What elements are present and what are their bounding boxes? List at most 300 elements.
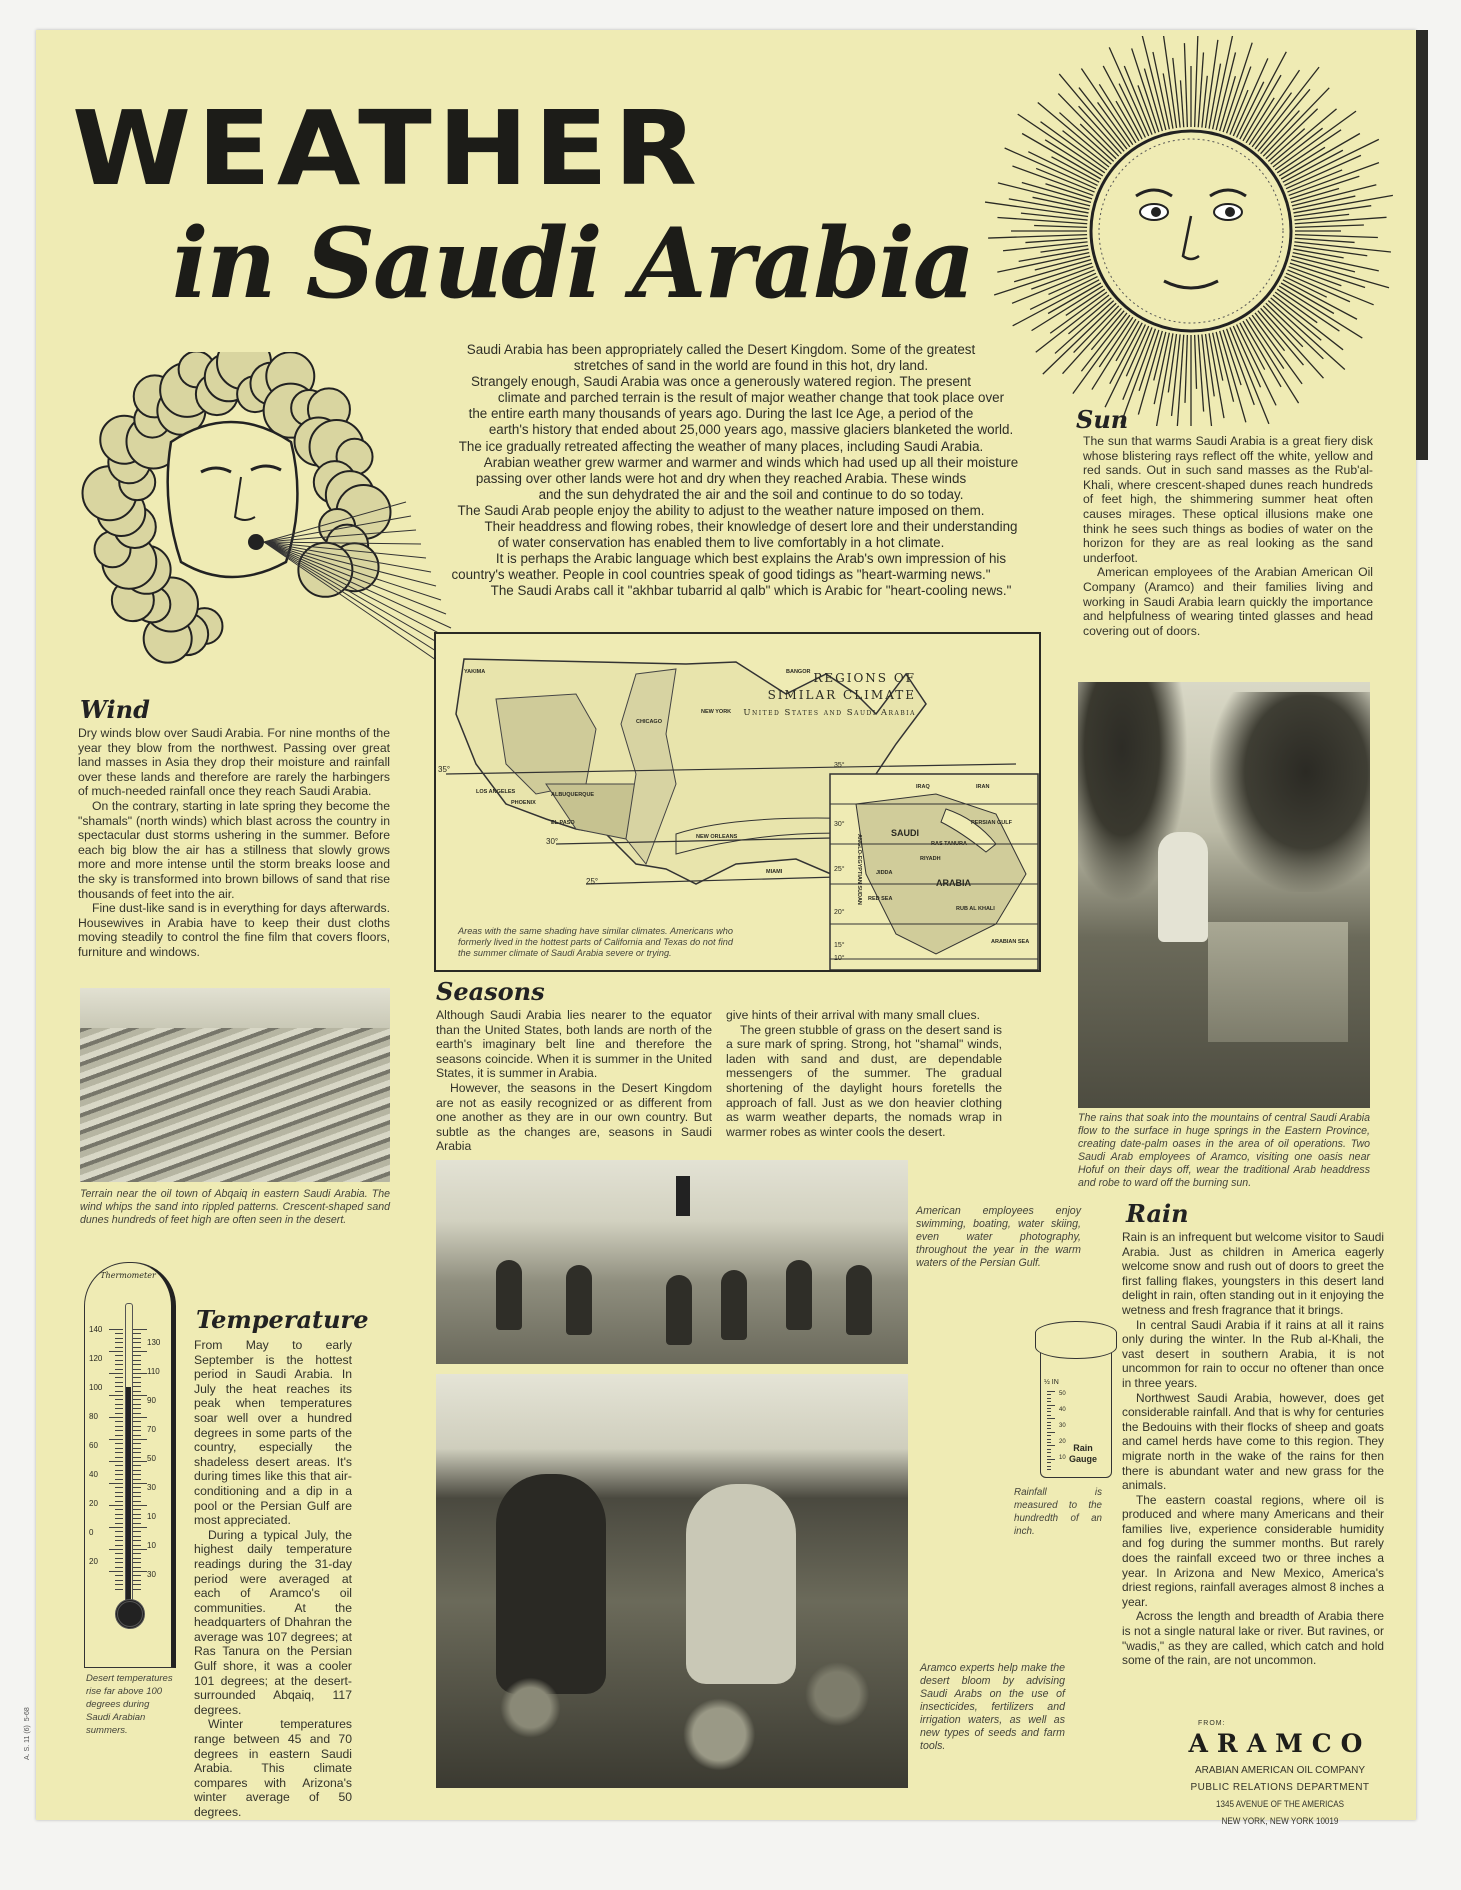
map-label: JIDDA [876, 870, 893, 876]
temperature-paragraph: From May to early September is the hottest period in Saudi Arabia. In July the heat reaches its peak when temperatures soar well over a hundred degrees in some parts of the country, especially the shadeless desert areas. It's during times like this that air-conditioning and a dip in a pool or the Persian Gulf are most appreciated. [194, 1338, 352, 1528]
map-caption: Areas with the same shading have similar climates. Americans who formerly lived in the hottest parts of California and Texas do not find the summer climate of Saudi Arabia severe or trying. [458, 926, 733, 958]
map-label: RED SEA [868, 896, 893, 902]
sun-ray [1079, 106, 1122, 154]
tick-mark [133, 1567, 141, 1568]
tick-mark [115, 1540, 123, 1541]
sun-ray [1291, 260, 1389, 288]
tick-mark [133, 1496, 141, 1497]
tick-mark [133, 1395, 147, 1396]
map-label: PERSIAN GULF [971, 820, 1012, 826]
tick-mark [115, 1435, 123, 1436]
map-label: ARABIA [936, 878, 971, 888]
intro-line: earth's history that ended about 25,000 years ago, massive glaciers blanketed the world. [488, 422, 1014, 438]
tick-mark [115, 1364, 123, 1365]
map-label: ANGLO-EGYPTIAN SUDAN [856, 834, 863, 905]
tick-mark [109, 1483, 123, 1484]
map-label: YAKIMA [464, 669, 486, 675]
sun-ray [1139, 330, 1159, 391]
sun-ray [1059, 74, 1124, 151]
intro-line: country's weather. People in cool countries speak of good tidings as "heart-warming news." [451, 567, 991, 583]
tick-mark [109, 1439, 123, 1440]
tick-mark [133, 1377, 141, 1378]
gauge-tick [1047, 1445, 1055, 1446]
sun-ray [1295, 238, 1355, 242]
tick-mark [133, 1545, 141, 1546]
wind-heading: Wind [80, 695, 150, 724]
publisher-company: ARABIAN AMERICAN OIL COMPANY [1194, 1765, 1366, 1776]
celsius-tick: 50 [147, 1454, 156, 1463]
intro-line: Arabian weather grew warmer and warmer and winds which had used up all their moisture [483, 454, 1019, 470]
sun-right-pupil [1225, 207, 1235, 217]
map-subtitle: United States and Saudi Arabia [743, 708, 916, 718]
sun-ray [1290, 176, 1359, 199]
sun-face-disk [1091, 131, 1291, 331]
rain-paragraph: Across the length and breadth of Arabia there is not a single natural lake or river. But ravines, or "wadis," as they are called, which catch and hold some of the rain, are not uncommon. [1122, 1609, 1384, 1668]
water-channel [1208, 922, 1348, 1042]
tick-mark [133, 1426, 141, 1427]
tick-mark [115, 1487, 123, 1488]
tick-mark [133, 1347, 141, 1348]
fahrenheit-tick: 60 [89, 1441, 98, 1450]
seasons-paragraph: Although Saudi Arabia lies nearer to the equator than the United States, both lands are north of the earth's imaginary belt line and therefore the seasons coincide. When it is summer in the United States, it is summer in Arabia. [436, 1008, 712, 1081]
publisher-department: PUBLIC RELATIONS DEPARTMENT [1190, 1782, 1370, 1793]
swimmer [721, 1270, 747, 1340]
intro-line: Saudi Arabia has been appropriately called the Desert Kingdom. Some of the greatest [466, 342, 976, 357]
tick-mark [133, 1333, 141, 1334]
gauge-tick-label: 40 [1059, 1407, 1066, 1413]
tick-mark [109, 1549, 123, 1550]
celsius-tick: 70 [147, 1425, 156, 1434]
sun-ray [1003, 242, 1088, 251]
sun-ray [1275, 111, 1356, 170]
tick-mark [115, 1514, 123, 1515]
intro-line: The Saudi Arab people enjoy the ability to adjust to the weather nature imposed on them. [457, 502, 985, 518]
tick-mark [115, 1584, 123, 1585]
tick-mark [115, 1391, 123, 1392]
tick-mark [109, 1527, 123, 1528]
gauge-tick [1047, 1452, 1051, 1453]
map-label: 25° [586, 877, 599, 886]
rain-gauge-illustration [1040, 1326, 1112, 1478]
temperature-paragraph: During a typical July, the highest daily temperature readings during the 31-day period were averaged at each of Aramco's oil communities. At the headquarters of Dhahran the average was 107 degrees; at Ras Tanura on the Persian Gulf shore, it was a cooler 101 degrees; at the desert-surrounded Abqaiq, 117 degrees. [194, 1527, 352, 1717]
oasis-photo [1078, 682, 1370, 1108]
farm-photo [436, 1374, 908, 1788]
tick-mark [133, 1487, 141, 1488]
tick-mark [133, 1461, 147, 1462]
tick-mark [133, 1518, 141, 1519]
sun-ray [1295, 235, 1378, 238]
wind-text [78, 726, 390, 960]
tick-mark [133, 1483, 147, 1484]
tick-mark [109, 1571, 123, 1572]
sun-ray [1073, 315, 1130, 393]
wind-paragraph: On the contrary, starting in late spring they become the "shamals" (north winds) which blast across the country in spectacular dust storms ushering in the summer. Before each big blow the air has a stillness that slowly grows more and more intense until the storm breaks loose and the sky is transformed into brown billows of sand that rise thousands of feet into the air. [78, 798, 390, 901]
tick-mark [133, 1413, 141, 1414]
dunes-sky [80, 988, 390, 1028]
wind-god-mouth [248, 534, 264, 550]
sun-ray [1025, 238, 1087, 242]
tick-mark [133, 1575, 141, 1576]
sun-ray [1022, 182, 1091, 202]
gauge-tick [1047, 1411, 1051, 1412]
celsius-tick: 10 [147, 1541, 156, 1550]
fahrenheit-tick: 20 [89, 1499, 98, 1508]
map-label: 35° [834, 762, 845, 769]
sun-ray [1058, 94, 1118, 157]
tick-mark [133, 1571, 147, 1572]
palm-frond-right [1210, 692, 1370, 892]
poster-page [24, 30, 1416, 1827]
gauge-tick [1047, 1428, 1051, 1429]
map-label: 15° [834, 942, 845, 949]
tick-mark [133, 1443, 141, 1444]
tick-mark [115, 1369, 123, 1370]
swimmer [666, 1275, 692, 1345]
water-skier [676, 1176, 690, 1216]
tick-mark [133, 1531, 141, 1532]
sun-ray [1074, 306, 1119, 353]
sun-ray [1223, 43, 1252, 132]
sun-ray [1180, 80, 1183, 127]
tick-mark [115, 1479, 123, 1480]
gauge-tick [1047, 1408, 1051, 1409]
rain-gauge-unit: ½ IN [1044, 1379, 1059, 1386]
map-label: RAS TANURA [931, 841, 967, 847]
rain-paragraph: In central Saudi Arabia if it rains at all it rains only during the winter. In the Rub al-Khali, the vast desert in southern Arabia, it is not uncommon for rain to occur no oftener than once in three years. [1122, 1317, 1384, 1390]
tick-mark [115, 1399, 123, 1400]
tick-mark [115, 1355, 123, 1356]
map-label: 10° [834, 955, 845, 962]
tick-mark [133, 1558, 141, 1559]
tick-mark [133, 1386, 141, 1387]
tick-mark [133, 1421, 141, 1422]
title-weather: WEATHER [72, 90, 704, 209]
gauge-tick [1047, 1394, 1051, 1395]
tick-mark [115, 1426, 123, 1427]
tick-mark [109, 1417, 123, 1418]
intro-line: Strangely enough, Saudi Arabia was once a generously watered region. The present [471, 374, 971, 390]
tick-mark [133, 1505, 147, 1506]
crop-leaves [436, 1654, 908, 1788]
sun-ray [1014, 260, 1091, 282]
tick-mark [133, 1457, 141, 1458]
tick-mark [109, 1395, 123, 1396]
tick-mark [115, 1580, 123, 1581]
rain-gauge-label-1: Rain [1073, 1443, 1093, 1453]
sun-ray [1277, 289, 1339, 331]
tick-mark [133, 1435, 141, 1436]
sun-ray [1227, 329, 1255, 405]
gauge-tick [1047, 1439, 1051, 1440]
tick-mark [133, 1584, 141, 1585]
map-label: 30° [834, 821, 845, 828]
tick-mark [115, 1465, 123, 1466]
intro-line: Their headdress and flowing robes, their knowledge of desert lore and their understanding [484, 519, 1018, 535]
tick-mark [115, 1575, 123, 1576]
sun-ray [1263, 88, 1329, 156]
swimming-photo [436, 1160, 908, 1364]
tick-mark [115, 1492, 123, 1493]
intro-line: stretches of sand in the world are found in this hot, dry land. [573, 358, 929, 374]
tick-mark [133, 1465, 141, 1466]
sun-ray [1184, 43, 1187, 127]
gauge-tick [1047, 1456, 1051, 1457]
map-label: SAUDI [891, 828, 920, 838]
tick-mark [115, 1457, 123, 1458]
publisher-address: 1345 AVENUE OF THE AMERICAS [1215, 1799, 1345, 1810]
sun-ray [1185, 335, 1187, 403]
figure-robe [1158, 832, 1208, 942]
map-label: MIAMI [766, 869, 783, 875]
sun-ray [1295, 225, 1364, 227]
tick-mark [115, 1470, 123, 1471]
thermometer-mercury [126, 1387, 131, 1603]
sun-ray [1138, 85, 1155, 133]
tick-mark [109, 1351, 123, 1352]
tick-mark [133, 1514, 141, 1515]
fahrenheit-tick: 140 [89, 1325, 103, 1334]
tick-mark [133, 1439, 147, 1440]
fahrenheit-tick: 40 [89, 1470, 98, 1479]
rain-gauge-caption: Rainfall is measured to the hundredth of an inch. [1014, 1487, 1102, 1537]
gauge-tick [1047, 1425, 1051, 1426]
map-label: 25° [834, 866, 845, 873]
celsius-tick: 90 [147, 1396, 156, 1405]
tick-mark [115, 1523, 123, 1524]
map-label: EL PASO [551, 820, 575, 826]
celsius-tick: 110 [147, 1367, 160, 1376]
tick-mark [133, 1404, 141, 1405]
gauge-tick [1047, 1469, 1051, 1470]
oasis-caption: The rains that soak into the mountains of central Saudi Arabia flow to the surface in huge springs in the Eastern Province, creating date-palm oases in the area of oil operations. Two Saudi Arab employees of Aramco, visiting one oasis near Hofuf on their days off, wear the traditional Arab headdress and robe to ward off the burning sun. [1078, 1112, 1370, 1189]
intro-line: The Saudi Arabs call it "akhbar tubarrid al qalb" which is Arabic for "heart-cooling news." [490, 583, 1012, 599]
seasons-paragraph: However, the seasons in the Desert Kingdom are not as easily recognized or as different from one another as they are in our own country. But subtle as the changes are, seasons in Saudi Arabia [436, 1080, 712, 1154]
tick-mark [133, 1536, 141, 1537]
celsius-tick: 30 [147, 1570, 156, 1579]
sun-ray [1176, 335, 1183, 426]
tick-mark [115, 1421, 123, 1422]
seasons-paragraph: give hints of their arrival with many small clues. [726, 1008, 980, 1022]
map-label: 20° [834, 909, 845, 916]
intro-line: passing over other lands were hot and dry when they reached Arabia. These winds [475, 470, 967, 486]
temperature-text [194, 1338, 352, 1820]
tick-mark [109, 1373, 123, 1374]
gauge-tick [1047, 1462, 1051, 1463]
tick-mark [133, 1509, 141, 1510]
tick-mark [115, 1360, 123, 1361]
map-label: NEW ORLEANS [696, 834, 738, 840]
map-label: PHOENIX [511, 800, 536, 806]
tick-mark [133, 1562, 141, 1563]
seasons-column-1 [436, 1008, 712, 1154]
tick-mark [109, 1505, 123, 1506]
tick-mark [115, 1338, 123, 1339]
gauge-tick [1047, 1449, 1051, 1450]
map-label: LOS ANGELES [476, 789, 516, 795]
tick-mark [115, 1347, 123, 1348]
map-title-line2: SIMILAR CLIMATE [767, 688, 916, 702]
tick-mark [115, 1553, 123, 1554]
sun-ray [1287, 170, 1342, 192]
tick-mark [115, 1430, 123, 1431]
sun-ray [1031, 267, 1093, 290]
tick-mark [133, 1355, 141, 1356]
tick-mark [133, 1553, 141, 1554]
tick-mark [115, 1558, 123, 1559]
sun-ray [997, 253, 1089, 273]
celsius-tick: 30 [147, 1483, 156, 1492]
rain-gauge-label-2: Gauge [1069, 1454, 1098, 1464]
tick-mark [115, 1377, 123, 1378]
tick-mark [115, 1333, 123, 1334]
publisher-from: FROM: [1198, 1720, 1226, 1727]
thermometer-bulb [115, 1599, 145, 1629]
sun-ray [1195, 36, 1198, 127]
map-label: IRAN [976, 784, 990, 790]
rain-gauge-funnel [1035, 1321, 1117, 1359]
sun-ray [1034, 226, 1087, 228]
publisher-city: NEW YORK, NEW YORK 10019 [1221, 1816, 1339, 1827]
tick-mark [133, 1549, 147, 1550]
gauge-tick [1047, 1459, 1055, 1460]
gauge-tick [1047, 1432, 1055, 1433]
seasons-paragraph: The green stubble of grass on the desert sand is a sure mark of spring. Strong, hot "shamal" winds, laden with sand and dust, are dependable messengers of the summer. The gradual shortening of the daylight hours foretells the approach of fall. Just as we don heavier clothing as warm weather departs, the nomads wrap in warmer robes as winter cools the desert. [726, 1022, 1002, 1139]
publisher-block [1180, 1720, 1380, 1830]
tick-mark [133, 1589, 141, 1590]
tick-mark [115, 1545, 123, 1546]
temperature-heading: Temperature [196, 1305, 369, 1334]
tick-mark [133, 1373, 147, 1374]
sun-ray [1271, 298, 1322, 340]
tick-mark [115, 1567, 123, 1568]
swimmer [786, 1260, 812, 1330]
intro-line: of water conservation has enabled them to live comfortably in a hot climate. [497, 535, 945, 551]
tick-mark [115, 1509, 123, 1510]
tick-mark [133, 1501, 141, 1502]
dunes-caption: Terrain near the oil town of Abqaiq in eastern Saudi Arabia. The wind whips the sand into rippled patterns. Crescent-shaped sand dunes hundreds of feet high are often seen in the desert. [80, 1188, 390, 1226]
tick-mark [115, 1382, 123, 1383]
rain-paragraph: Rain is an infrequent but welcome visitor to Saudi Arabia. Just as children in America eagerly welcome snow and rush out of doors to greet the first falling flakes, youngsters in this desert land delight in rain, often standing out in it enjoying the wetness and fresh fragrance that it brings. [1122, 1230, 1384, 1317]
thermometer-illustration [84, 1262, 176, 1668]
climate-map [434, 632, 1041, 972]
tick-mark [115, 1342, 123, 1343]
sun-ray [1293, 249, 1343, 258]
intro-line: climate and parched terrain is the result of major weather change that took place over [497, 390, 1005, 406]
tick-mark [133, 1470, 141, 1471]
gauge-tick [1047, 1401, 1051, 1402]
intro-line: It is perhaps the Arabic language which best explains the Arab's own impression of his [495, 551, 1007, 567]
tick-mark [115, 1448, 123, 1449]
tick-mark [115, 1443, 123, 1444]
rain-gauge-label [1069, 1443, 1097, 1465]
tick-mark [115, 1536, 123, 1537]
sun-ray [1292, 185, 1376, 206]
map-label: IRAQ [916, 784, 930, 790]
gauge-tick-label: 50 [1059, 1391, 1066, 1397]
tick-mark [133, 1391, 141, 1392]
tick-mark [133, 1523, 141, 1524]
celsius-tick: 130 [147, 1338, 161, 1347]
gauge-tick-label: 10 [1059, 1455, 1066, 1461]
map-label: 35° [438, 765, 451, 774]
tick-mark [133, 1430, 141, 1431]
tick-mark [133, 1342, 141, 1343]
tick-mark [115, 1531, 123, 1532]
gauge-tick [1047, 1398, 1051, 1399]
sun-ray [1173, 58, 1180, 128]
intro-line: and the sun dehydrated the air and the soil and continue to do so today. [538, 486, 964, 502]
intro-line: The ice gradually retreated affecting the weather of many places, including Saudi Arabia. [458, 438, 984, 454]
tick-mark [133, 1417, 147, 1418]
thermometer-label: Thermometer [100, 1271, 156, 1280]
wind-paragraph: Fine dust-like sand is in everything for days afterwards. Housewives in Arabia have to keep their dust cloths moving steadily to control the fine film that covers floors, furniture and windows. [78, 901, 390, 959]
tick-mark [133, 1351, 147, 1352]
tick-mark [133, 1474, 141, 1475]
tick-mark [115, 1386, 123, 1387]
tick-mark [115, 1452, 123, 1453]
tick-mark [115, 1496, 123, 1497]
intro-text [396, 342, 1066, 600]
rain-paragraph: The eastern coastal regions, where oil is produced and where many Americans and their families live, experience considerable humidity and fog during the summer months. But rarely does the rainfall exceed two or three inches a year. In Arizona and New Mexico, America's driest regions, rainfall averages almost 8 inches a year. [1122, 1492, 1384, 1609]
gauge-tick [1047, 1391, 1055, 1392]
seasons-heading: Seasons [436, 977, 545, 1006]
gauge-tick [1047, 1435, 1051, 1436]
sun-ray [1021, 213, 1088, 220]
map-label: ARABIAN SEA [991, 939, 1030, 945]
tick-mark [109, 1461, 123, 1462]
sand-dunes-photo [80, 988, 390, 1182]
tick-mark [133, 1580, 141, 1581]
sun-ray [1048, 273, 1096, 294]
rain-heading: Rain [1126, 1199, 1189, 1228]
wind-god-face [168, 422, 298, 577]
gauge-tick [1047, 1422, 1051, 1423]
gauge-tick-label: 30 [1059, 1423, 1066, 1429]
rain-paragraph: Northwest Saudi Arabia, however, does get considerable rainfall. And that is why for centuries the Bedouins with their flocks of sheep and goats and camel herds have come to this region. They migrate north in the wake of the rains for then there is abundant water and new grass for the animals. [1122, 1390, 1384, 1493]
tick-mark [115, 1518, 123, 1519]
swimmer [846, 1265, 872, 1335]
tick-mark [115, 1501, 123, 1502]
gauge-tick-label: 20 [1059, 1439, 1066, 1445]
tick-mark [115, 1413, 123, 1414]
tick-mark [109, 1329, 123, 1330]
sun-paragraph: American employees of the Arabian American Oil Company (Aramco) and their families living and working in Saudi Arabia learn quickly the importance and helpfulness of wearing tinted glasses and head covering out of doors. [1083, 565, 1373, 638]
sun-ray [1038, 102, 1112, 164]
map-label: NEW YORK [701, 709, 732, 715]
title-in-saudi-arabia: in Saudi Arabia [172, 207, 974, 320]
gauge-tick [1047, 1415, 1051, 1416]
sun-ray [1195, 335, 1197, 389]
map-label: BANGOR [786, 669, 811, 675]
tick-mark [115, 1474, 123, 1475]
fahrenheit-tick: 100 [89, 1383, 103, 1392]
rain-text [1122, 1230, 1384, 1668]
tick-mark [133, 1452, 141, 1453]
map-label: ALBUQUERQUE [551, 792, 595, 798]
thermometer-caption: Desert temperatures rise far above 100 degrees during Saudi Arabian summers. [86, 1673, 173, 1736]
tick-mark [115, 1589, 123, 1590]
gauge-tick [1047, 1466, 1051, 1467]
fahrenheit-tick: 120 [89, 1354, 103, 1363]
map-label: RIYADH [920, 856, 941, 862]
tick-mark [133, 1527, 147, 1528]
tick-mark [133, 1399, 141, 1400]
map-title-line1: REGIONS OF [813, 671, 916, 685]
farm-caption: Aramco experts help make the desert bloom by advising Saudi Arabs on the use of insecticides, fertilizers and irrigation waters, as well as new types of seeds and farm tools. [920, 1662, 1065, 1752]
gauge-tick [1047, 1442, 1051, 1443]
tick-mark [115, 1404, 123, 1405]
swimmer [496, 1260, 522, 1330]
